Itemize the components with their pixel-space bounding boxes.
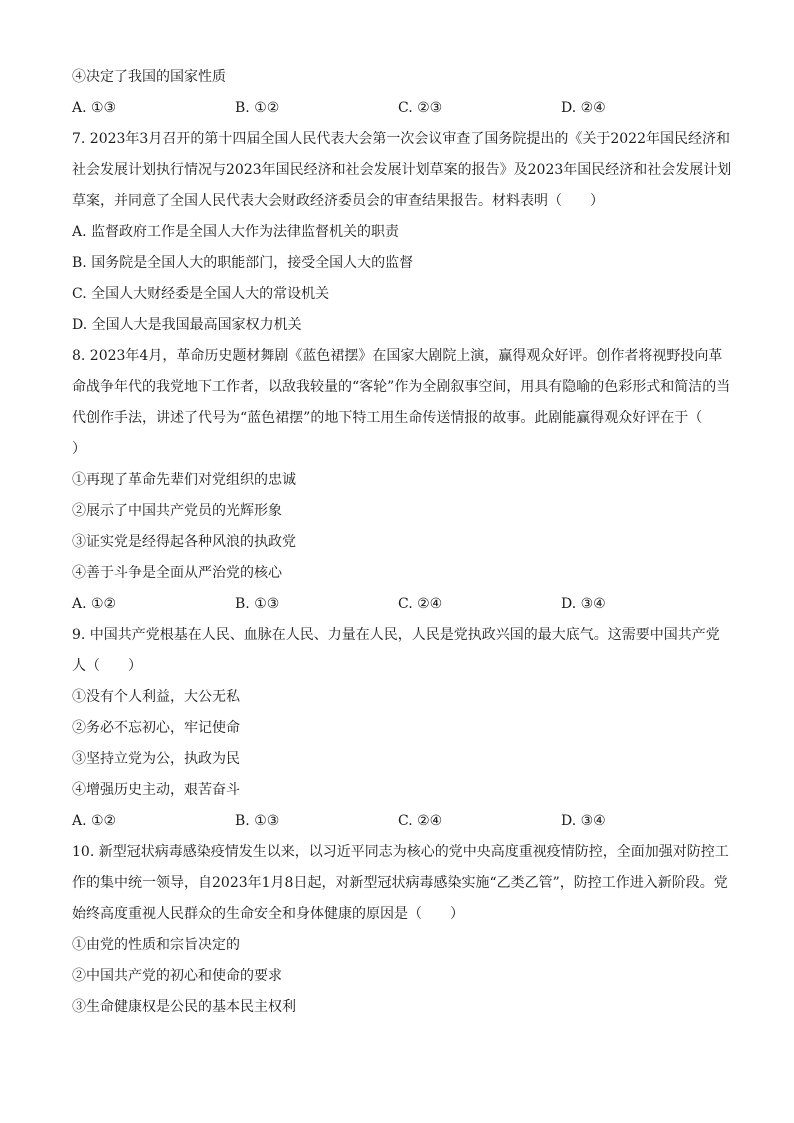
q8-stem: 8. 2023年4月，革命历史题材舞剧《蓝色裙摆》在国家大剧院上演，赢得观众好评。创作者将视野投向革命战争年代的我党地下工作者，以敌我较量的“客轮”作为全剧叙事空间，用具有隐喻的色彩形式和简洁的当代创作手法，讲述了代号为“蓝色裙摆”的地下特工用生命传送情报的故事。此剧能赢得观众好评在于（ ） (72, 348, 731, 457)
q9-stem: 9. 中国共产党根基在人民、血脉在人民、力量在人民，人民是党执政兴国的最大底气。这需要中国共产党人（ ） (72, 627, 720, 674)
q6-option-a: A. ①③ (72, 100, 117, 116)
q9-item-4: ④增强历史主动，艰苦奋斗 (72, 782, 240, 798)
q10-item-3: ③生命健康权是公民的基本民主权利 (72, 999, 296, 1015)
q8-option-d: D. ③④ (561, 596, 606, 612)
q7-option-a: A. 监督政府工作是全国人大作为法律监督机关的职责 (72, 224, 400, 240)
q6-option-c: C. ②③ (398, 100, 443, 116)
q9-option-d: D. ③④ (561, 813, 606, 829)
q6-option-d: D. ②④ (561, 100, 606, 116)
q9-option-c: C. ②④ (398, 813, 443, 829)
q8-option-b: B. ①③ (235, 596, 280, 612)
q9-option-b: B. ①③ (235, 813, 280, 829)
q8-item-1: ①再现了革命先辈们对党组织的忠诚 (72, 472, 296, 488)
q7-option-b: B. 国务院是全国人大的职能部门，接受全国人大的监督 (72, 255, 414, 271)
q8-item-2: ②展示了中国共产党员的光辉形象 (72, 503, 282, 519)
q10-item-2: ②中国共产党的初心和使命的要求 (72, 968, 282, 984)
q7-option-c: C. 全国人大财经委是全国人大的常设机关 (72, 286, 330, 302)
exam-page (72, 62, 732, 1023)
q8-options (72, 589, 732, 620)
q7-option-d: D. 全国人大是我国最高国家权力机关 (72, 317, 302, 333)
q9-item-3: ③坚持立党为公，执政为民 (72, 751, 240, 767)
q8-item-3: ③证实党是经得起各种风浪的执政党 (72, 534, 296, 550)
q9-item-1: ①没有个人利益，大公无私 (72, 689, 240, 705)
q10-item-1: ①由党的性质和宗旨决定的 (72, 937, 240, 953)
q6-options (72, 93, 732, 124)
q6-item-4: ④决定了我国的国家性质 (72, 69, 226, 85)
q7-stem: 7. 2023年3月召开的第十四届全国人民代表大会第一次会议审查了国务院提出的《关于2022年国民经济和社会发展计划执行情况与2023年国民经济和社会发展计划草案的报告》及2023年国民经济和社会发展计划草案，并同意了全国人民代表大会财政经济委员会的审查结果报告。材料表明（ ） (72, 131, 732, 209)
q8-item-4: ④善于斗争是全面从严治党的核心 (72, 565, 282, 581)
q9-options (72, 806, 732, 837)
q9-item-2: ②务必不忘初心，牢记使命 (72, 720, 240, 736)
q10-stem: 10. 新型冠状病毒感染疫情发生以来，以习近平同志为核心的党中央高度重视疫情防控，全面加强对防控工作的集中统一领导，自2023年1月8日起，对新型冠状病毒感染实施“乙类乙管”，防控工作进入新阶段。党始终高度重视人民群众的生命安全和身体健康的原因是（ ） (72, 844, 729, 922)
q8-option-a: A. ①② (72, 596, 117, 612)
q8-option-c: C. ②④ (398, 596, 443, 612)
q9-option-a: A. ①② (72, 813, 117, 829)
q6-option-b: B. ①② (235, 100, 280, 116)
